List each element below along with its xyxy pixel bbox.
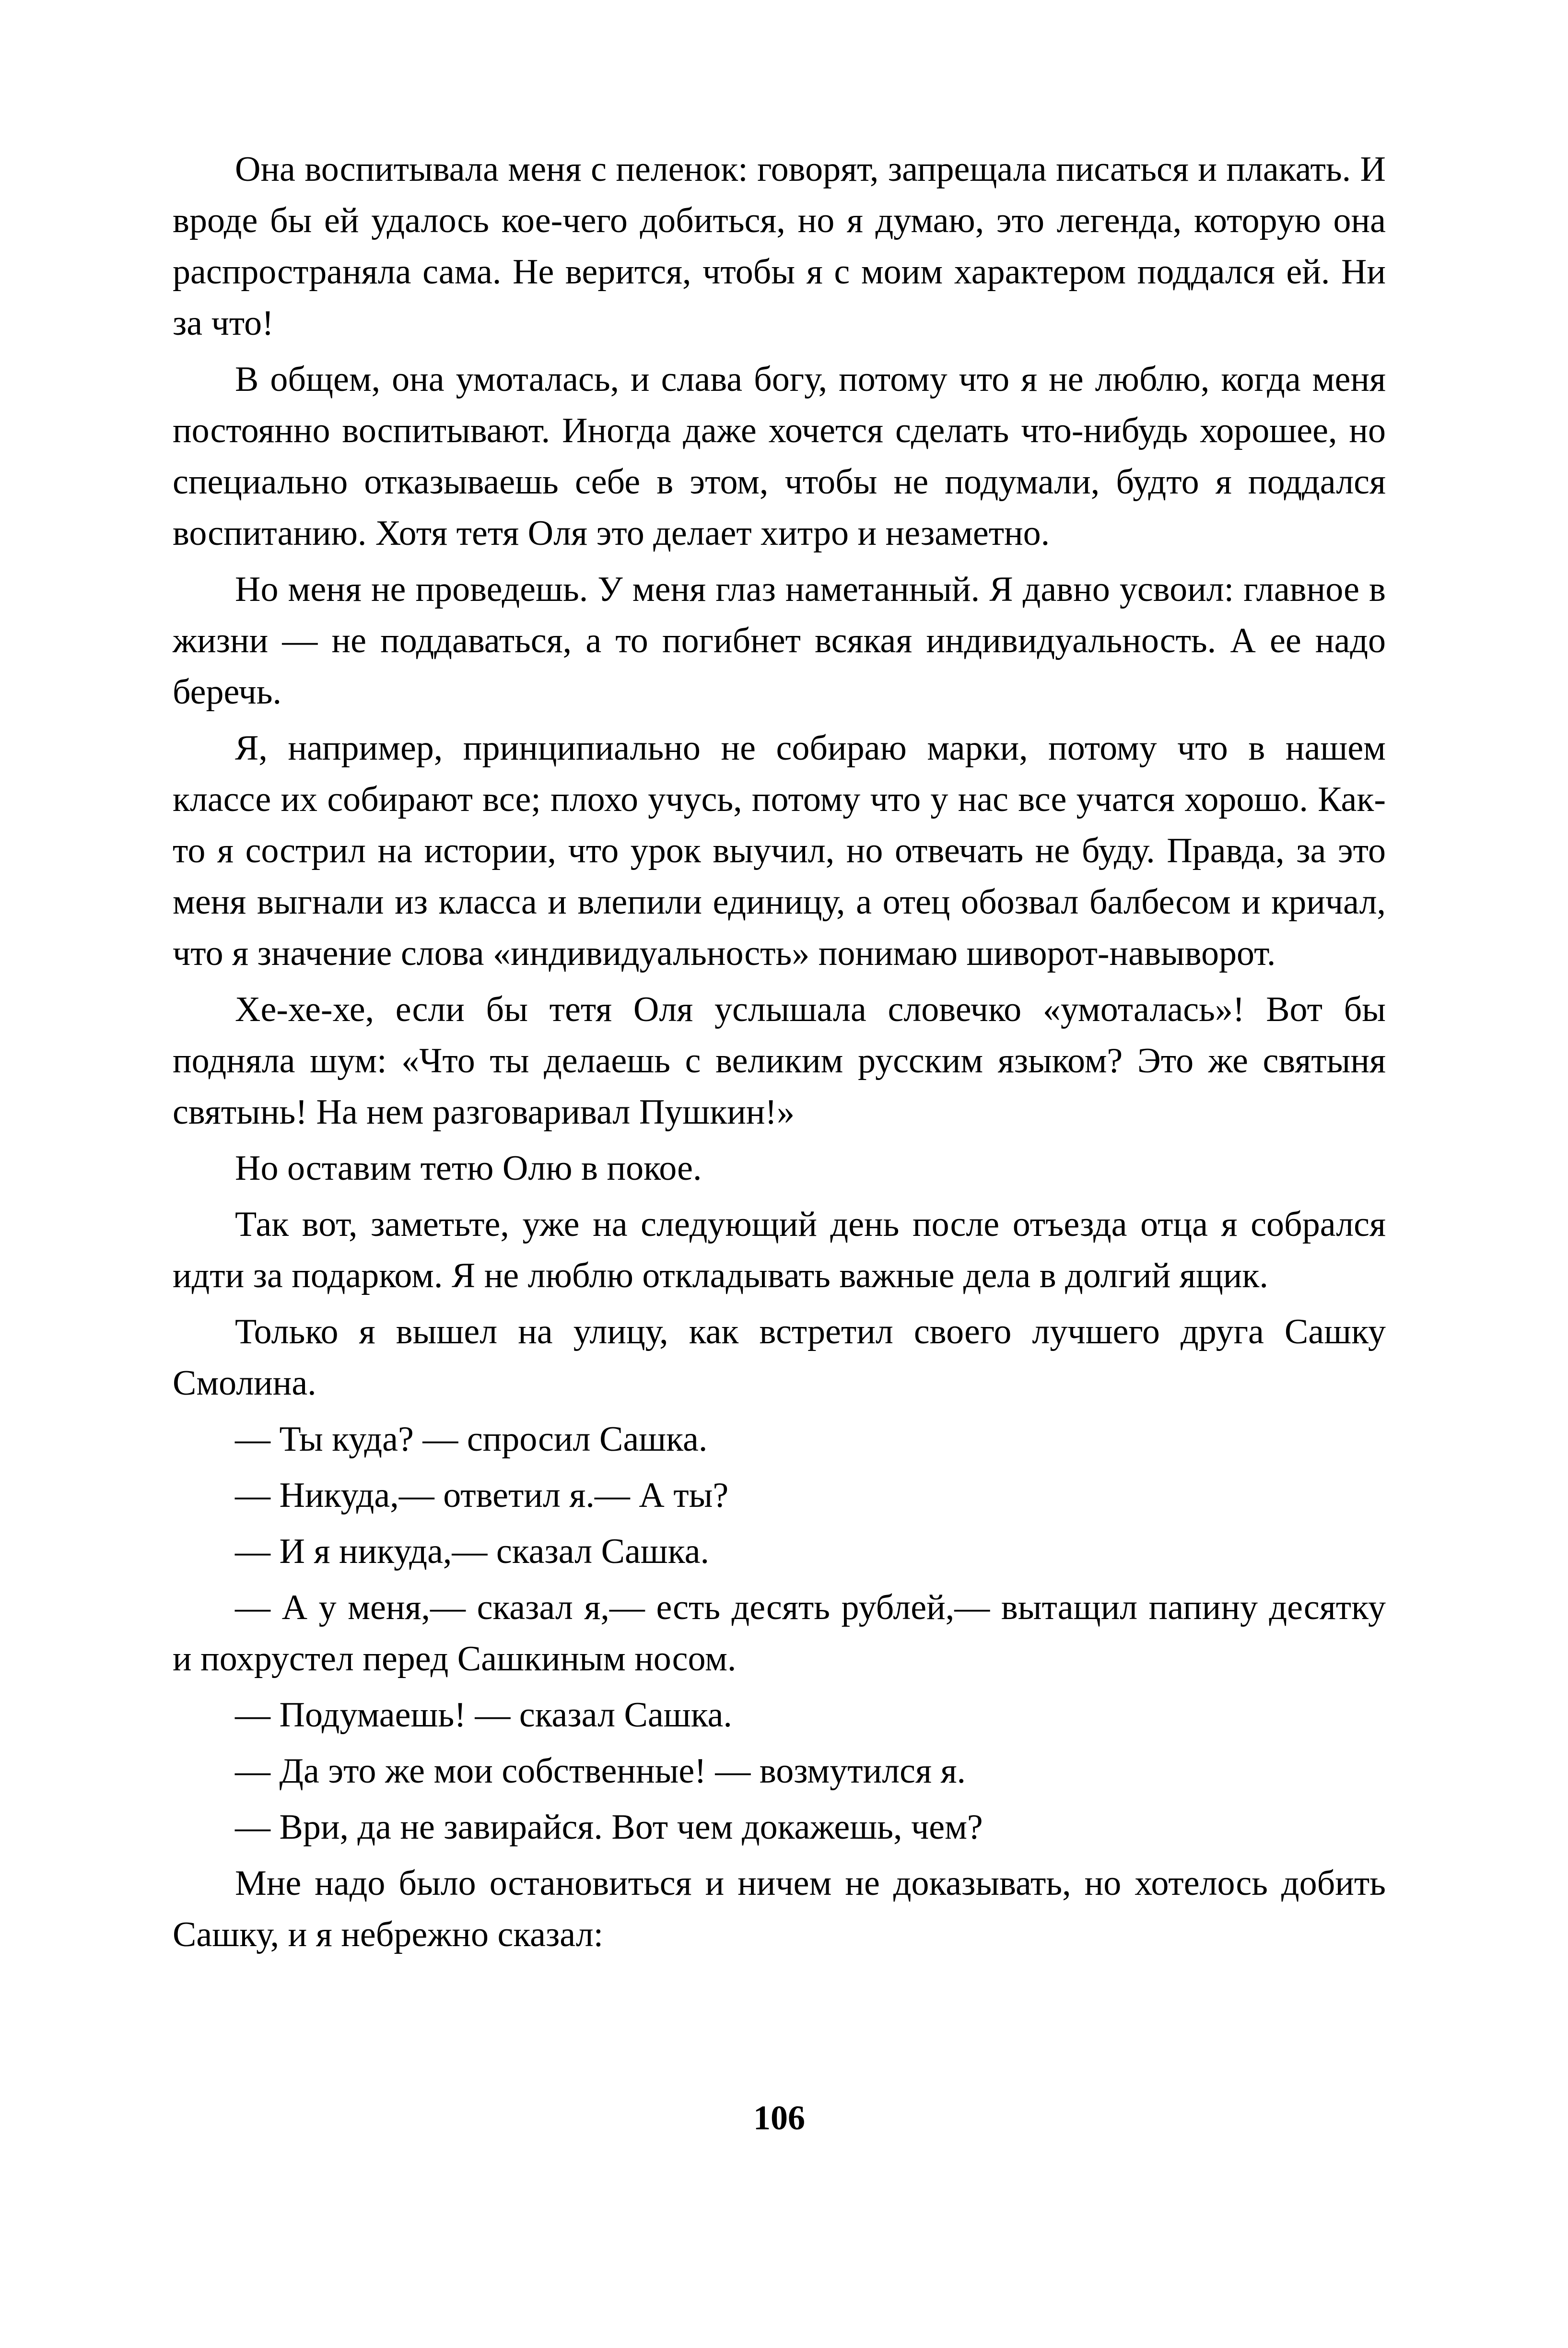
body-text <box>173 144 1386 1961</box>
paragraph: Она воспитывала меня с пеленок: говорят, запрещала писаться и плакать. И вроде бы ей удалось кое-чего добиться, но я думаю, это легенда, которую она распространяла сама. Не верится, чтобы я с моим характером поддался ей. Ни за что! <box>173 150 1386 343</box>
dialogue-line: — Подумаешь! — сказал Сашка. <box>235 1695 732 1735</box>
book-page <box>173 144 1386 2254</box>
paragraph: Так вот, заметьте, уже на следующий день после отъезда отца я собрался идти за подарком. Я не люблю откладывать важные дела в долгий ящик. <box>173 1205 1386 1295</box>
dialogue-line: — Никуда,— ответил я.— А ты? <box>235 1476 729 1515</box>
paragraph: Мне надо было остановиться и ничем не доказывать, но хотелось добить Сашку, и я небрежно сказал: <box>173 1864 1386 1954</box>
dialogue-line: — А у меня,— сказал я,— есть десять рублей,— вытащил папину десятку и похрустел перед Сашкиным носом. <box>173 1588 1386 1679</box>
paragraph: В общем, она умоталась, и слава богу, потому что я не люблю, когда меня постоянно воспитывают. Иногда даже хочется сделать что-нибудь хорошее, но специально отказываешь себе в этом, чтобы не подумали, будто я поддался воспитанию. Хотя тетя Оля это делает хитро и незаметно. <box>173 360 1386 553</box>
paragraph: Только я вышел на улицу, как встретил своего лучшего друга Сашку Смолина. <box>173 1312 1386 1403</box>
paragraph: Но оставим тетю Олю в покое. <box>235 1149 702 1188</box>
dialogue-line: — И я никуда,— сказал Сашка. <box>235 1532 709 1571</box>
paragraph: Но меня не проведешь. У меня глаз наметанный. Я давно усвоил: главное в жизни — не поддаваться, а то погибнет всякая индивидуальность. А ее надо беречь. <box>173 570 1386 712</box>
dialogue-line: — Ври, да не завирайся. Вот чем докажешь, чем? <box>235 1808 983 1847</box>
dialogue-line: — Да это же мои собственные! — возмутился я. <box>235 1751 966 1791</box>
paragraph: Хе-хе-хе, если бы тетя Оля услышала словечко «умоталась»! Вот бы подняла шум: «Что ты делаешь с великим русским языком? Это же святыня святынь! На нем разговаривал Пушкин!» <box>173 990 1386 1132</box>
paragraph: Я, например, принципиально не собираю марки, потому что в нашем классе их собирают все; плохо учусь, потому что у нас все учатся хорошо. Как-то я сострил на истории, что урок выучил, но отвечать не буду. Правда, за это меня выгнали из класса и влепили единицу, а отец обозвал балбесом и кричал, что я значение слова «индивидуальность» понимаю шиворот-навыворот. <box>173 728 1386 973</box>
page-number: 106 <box>753 2099 805 2137</box>
dialogue-line: — Ты куда? — спросил Сашка. <box>235 1420 708 1459</box>
